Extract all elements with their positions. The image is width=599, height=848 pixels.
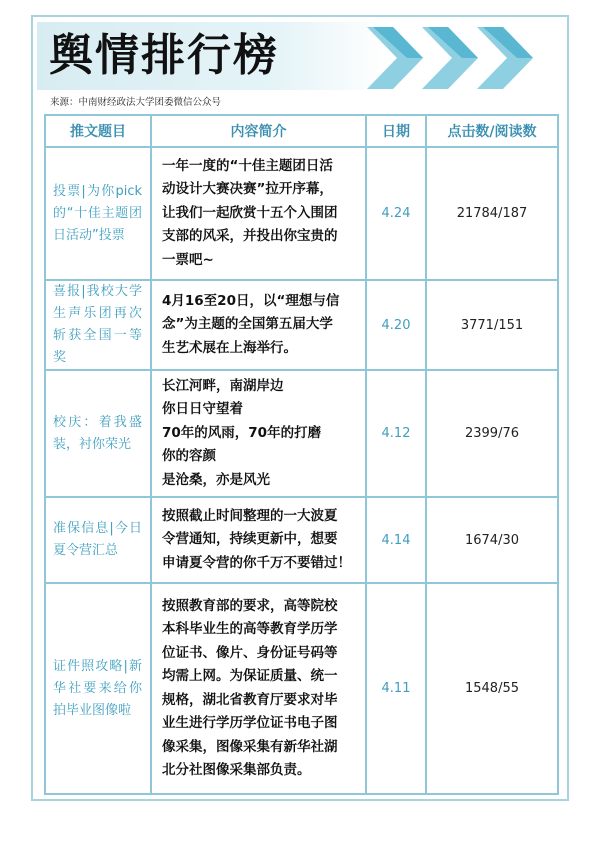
post-clicks: 2399/76 xyxy=(426,370,558,497)
post-date: 4.12 xyxy=(366,370,426,497)
table-row xyxy=(45,583,558,794)
post-summary: 一年一度的“十佳主题团日活 动设计大赛决赛”拉开序幕， 让我们一起欣赏十五个入围团 支部的风采，并投出你宝贵的 一票吧~ xyxy=(151,147,366,280)
post-date: 4.24 xyxy=(366,147,426,280)
post-title[interactable]: 喜报|我校大学生声乐团再次斩获全国一等奖 xyxy=(45,280,151,370)
post-date: 4.11 xyxy=(366,583,426,794)
post-date: 4.20 xyxy=(366,280,426,370)
table-header-row xyxy=(45,115,558,147)
chevron-right-icon xyxy=(477,27,535,89)
post-summary: 长江河畔，南湖岸边 你日日守望着 70年的风雨，70年的打磨 你的容颜 是沧桑，亦是风光 xyxy=(151,370,366,497)
post-date: 4.14 xyxy=(366,497,426,583)
post-title[interactable]: 准保信息|今日夏令营汇总 xyxy=(45,497,151,583)
column-header-title: 推文题目 xyxy=(45,115,151,147)
post-clicks: 3771/151 xyxy=(426,280,558,370)
column-header-date: 日期 xyxy=(366,115,426,147)
post-summary: 按照截止时间整理的一大波夏 令营通知，持续更新中，想要 申请夏令营的你千万不要错过！ xyxy=(151,497,366,583)
table-row xyxy=(45,280,558,370)
post-summary: 4月16至20日，以“理想与信 念”为主题的全国第五届大学 生艺术展在上海举行。 xyxy=(151,280,366,370)
chevron-right-icon xyxy=(422,27,480,89)
post-clicks: 1674/30 xyxy=(426,497,558,583)
post-summary: 按照教育部的要求，高等院校 本科毕业生的高等教育学历学 位证书、像片、身份证号码等 均需上网。为保证质量、统一 规格，湖北省教育厅要求对毕 业生进行学历学位证书电子图 像采集，图像采集有新华社湖 北分社图像采集部负责。 xyxy=(151,583,366,794)
ranking-table xyxy=(44,114,559,795)
table-row xyxy=(45,497,558,583)
table-row xyxy=(45,147,558,280)
source-note: 来源：中南财经政法大学团委微信公众号 xyxy=(50,97,222,108)
chevron-right-icon xyxy=(367,27,425,89)
post-title[interactable]: 证件照攻略|新华社要来给你拍毕业图像啦 xyxy=(45,583,151,794)
page-title: 舆情排行榜 xyxy=(49,30,279,81)
post-title[interactable]: 校庆：着我盛装，衬你荣光 xyxy=(45,370,151,497)
post-title[interactable]: 投票|为你pick的“十佳主题团日活动”投票 xyxy=(45,147,151,280)
column-header-summary: 内容简介 xyxy=(151,115,366,147)
post-clicks: 21784/187 xyxy=(426,147,558,280)
column-header-clicks: 点击数/阅读数 xyxy=(426,115,558,147)
table-row xyxy=(45,370,558,497)
post-clicks: 1548/55 xyxy=(426,583,558,794)
